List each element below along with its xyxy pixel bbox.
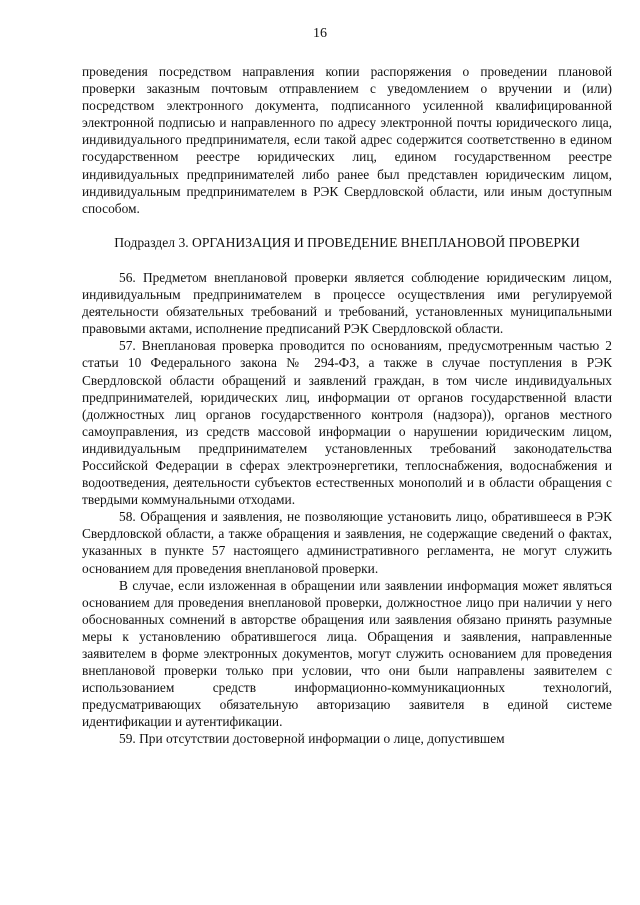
document-body bbox=[82, 63, 612, 748]
page-number: 16 bbox=[313, 26, 327, 41]
paragraph-58: 58. Обращения и заявления, не позволяющие установить лицо, обратившееся в РЭК Свердловской области, а также обращения и заявления, не содержащие сведений о фактах, указанных в пункте 57 настоящего административного регламента, не могут служить основанием для проведения внеплановой проверки. bbox=[82, 509, 612, 576]
section-heading: Подраздел 3. ОРГАНИЗАЦИЯ И ПРОВЕДЕНИЕ ВНЕПЛАНОВОЙ ПРОВЕРКИ bbox=[114, 234, 580, 250]
paragraph-58-continued: В случае, если изложенная в обращении или заявлении информация может являться основанием для проведения внеплановой проверки, должностное лицо при наличии у него обоснованных сомнений в авторстве обращения или заявления обязано принять разумные меры к установлению обратившегося лица. Обращения и заявления, направленные заявителем в форме электронных документов, могут служить основанием для проведения внеплановой проверки только при условии, что они были направлены заявителем с использованием средств информационно-коммуникационных технологий, предусматривающих обязательную авторизацию заявителя в единой системе идентификации и аутентификации. bbox=[82, 577, 612, 730]
paragraph-57: 57. Внеплановая проверка проводится по основаниям, предусмотренным частью 2 статьи 10 Федерального закона № 294-ФЗ, а также в случае поступления в РЭК Свердловской области обращений и заявлений граждан, в том числе индивидуальных предпринимателей, юридических лиц, информации от органов государственной власти (должностных лиц органов государственного контроля (надзора)), органов местного самоуправления, из средств массовой информации о нарушении юридическим лицом, индивидуальным предпринимателем установленных требований законодательства Российской Федерации в сферах электроэнергетики, теплоснабжения, водоснабжения и водоотведения, деятельности субъектов естественных монополий и в области обращения с твердыми коммунальными отходами. bbox=[82, 338, 612, 508]
paragraph-59: 59. При отсутствии достоверной информации о лице, допустившем bbox=[119, 731, 505, 747]
paragraph-continuation: проведения посредством направления копии распоряжения о проведении плановой проверки заказным почтовым отправлением с уведомлением о вручении и (или) посредством электронного документа, подписанного усиленной квалифицированной электронной подписью и направленного по адресу электронной почты юридического лица, индивидуального предпринимателя, если такой адрес содержится соответственно в едином государственном реестре юридических лиц, едином государственном реестре индивидуальных предпринимателей либо ранее был представлен юридическим лицом, индивидуальным предпринимателем в РЭК Свердловской области, или иным доступным способом. bbox=[82, 64, 612, 216]
paragraph-56: 56. Предметом внеплановой проверки является соблюдение юридическим лицом, индивидуальным предпринимателем в процессе осуществления ими регулируемой деятельности обязательных требований и требований, установленных муниципальными правовыми актами, исполнение предписаний РЭК Свердловской области. bbox=[82, 269, 612, 337]
